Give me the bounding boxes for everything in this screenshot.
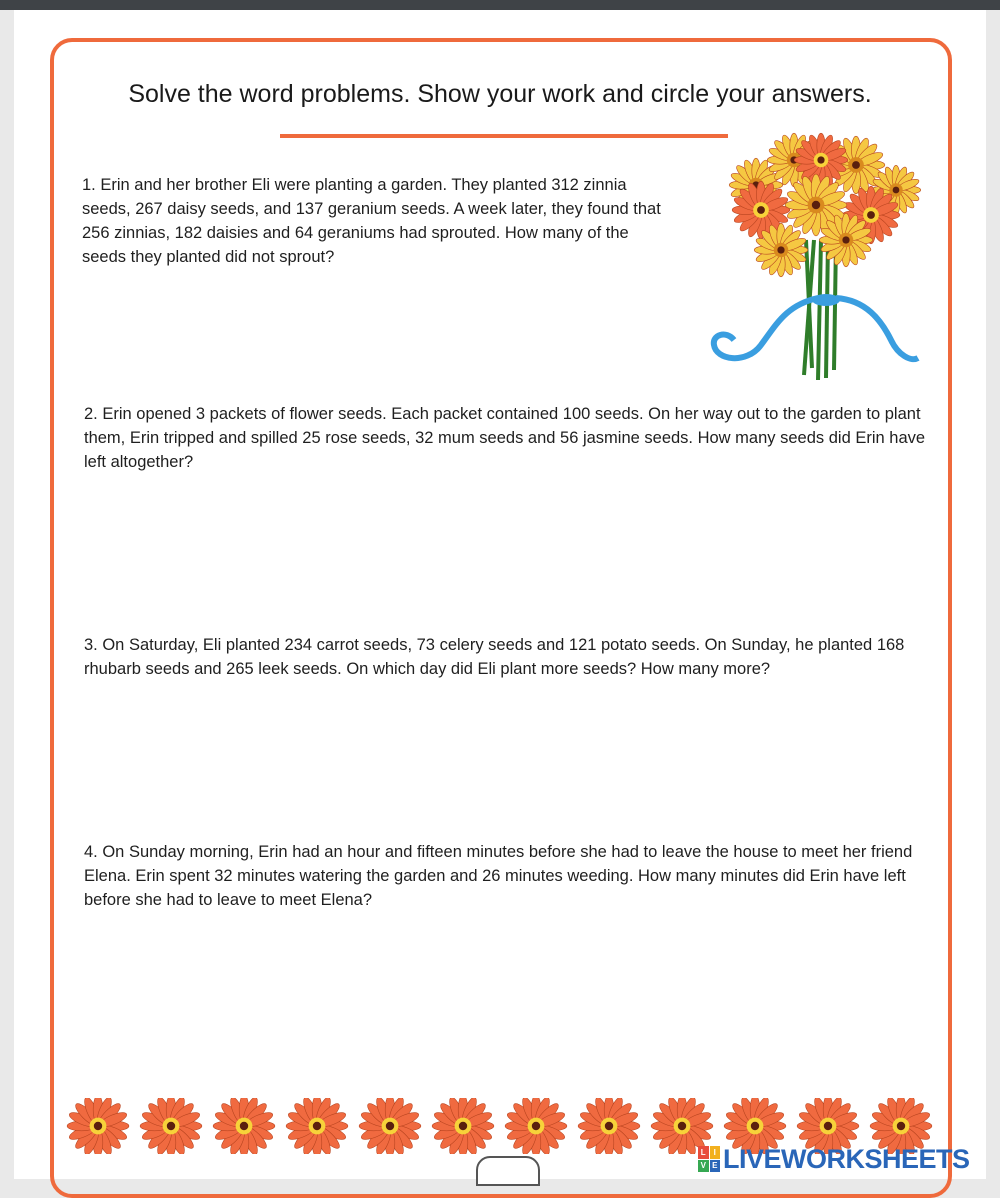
logo-badge-letter: L — [698, 1146, 709, 1159]
gerbera-flower-icon — [66, 1098, 130, 1154]
logo-badge-letter: E — [710, 1160, 721, 1173]
title-underline — [280, 134, 728, 138]
logo-text: LIVEWORKSHEETS — [723, 1143, 970, 1174]
flower-bouquet-icon — [706, 130, 936, 385]
gerbera-flower-icon — [139, 1098, 203, 1154]
liveworksheets-logo — [698, 1142, 970, 1176]
gerbera-flower-icon — [285, 1098, 349, 1154]
page-tab — [476, 1156, 540, 1186]
gerbera-flower-icon — [358, 1098, 422, 1154]
problem-2: 2. Erin opened 3 packets of flower seeds. Each packet contained 100 seeds. On her way out to the garden to plant them, Erin tripped and spilled 25 rose seeds, 32 mum seeds and 56 jasmine seeds. How many seeds did Erin have left altogether? — [84, 405, 926, 471]
logo-badge-letter: V — [698, 1160, 709, 1173]
gerbera-flower-icon — [577, 1098, 641, 1154]
worksheet-title: Solve the word problems. Show your work and circle your answers. — [128, 80, 872, 108]
problem-1: 1. Erin and her brother Eli were planting a garden. They planted 312 zinnia seeds, 267 daisy seeds, and 137 geranium seeds. A week later, they found that 256 zinnias, 182 daisies and 64 geraniums had sprouted. How many of the seeds they planted did not sprout? — [82, 176, 661, 266]
problem-4: 4. On Sunday morning, Erin had an hour and fifteen minutes before she had to leave the house to meet her friend Elena. Erin spent 32 minutes watering the garden and 26 minutes weeding. How many minutes did Erin have left before she had to leave to meet Elena? — [84, 843, 913, 909]
logo-badge — [698, 1146, 720, 1172]
gerbera-flower-icon — [431, 1098, 495, 1154]
gerbera-flower-icon — [504, 1098, 568, 1154]
gerbera-flower-icon — [212, 1098, 276, 1154]
problem-3: 3. On Saturday, Eli planted 234 carrot seeds, 73 celery seeds and 121 potato seeds. On Sunday, he planted 168 rhubarb seeds and 265 leek seeds. On which day did Eli plant more seeds? How many more? — [84, 636, 905, 678]
logo-badge-letter: I — [710, 1146, 721, 1159]
top-bar — [0, 0, 1000, 10]
